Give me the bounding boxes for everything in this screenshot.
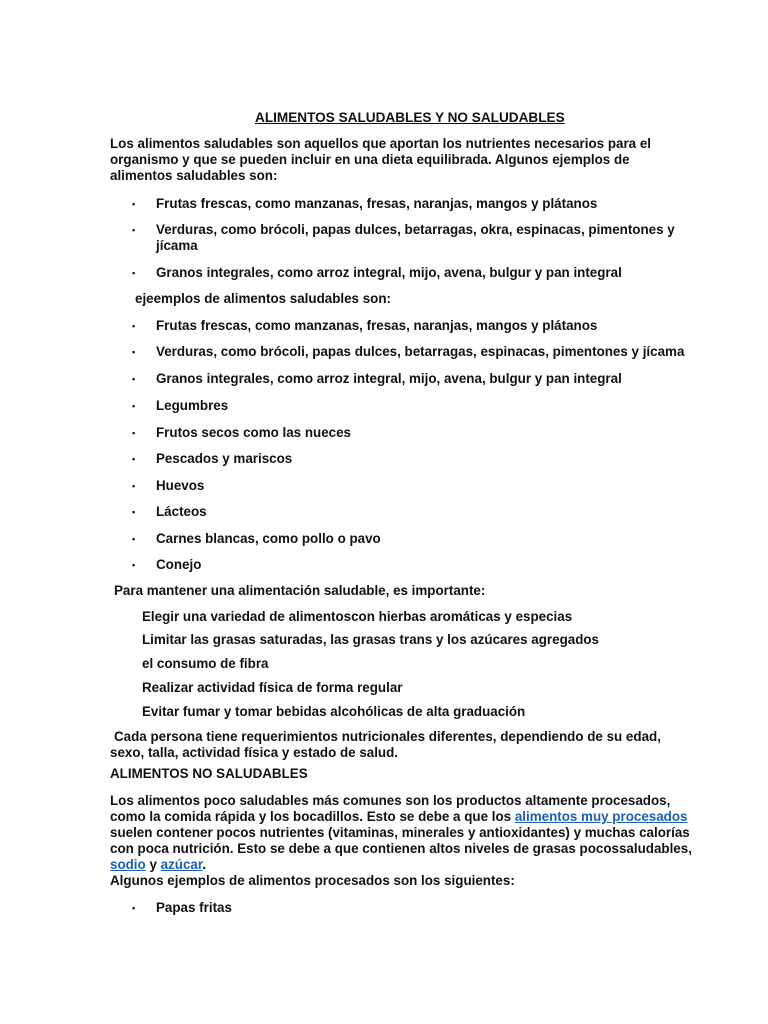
processed-text-2: suelen contener pocos nutrientes (vitaminas, minerales y antioxidantes) y muchas calorías con poca nutrición. Esto se debe a que contienen altos niveles de grasas pocossaludables,: [110, 825, 692, 856]
bullet: •: [132, 481, 136, 491]
tip-item: Limitar las grasas saturadas, las grasas trans y los azúcares agregados: [142, 632, 600, 647]
link-sodio[interactable]: sodio: [110, 857, 146, 872]
list-item: Conejo: [156, 557, 202, 572]
requirements-paragraph: Cada persona tiene requerimientos nutricionales diferentes, dependiendo de su edad, sexo, talla, actividad física y estado de salud.: [110, 729, 661, 760]
list-item: Papas fritas: [156, 900, 232, 915]
bullet: •: [132, 428, 136, 438]
list-item: Granos integrales, como arroz integral, mijo, avena, bulgur y pan integral: [156, 371, 622, 386]
bullet: •: [132, 268, 136, 278]
bullet: •: [132, 347, 136, 357]
list-item: Legumbres: [156, 398, 229, 413]
tip-item: Evitar fumar y tomar bebidas alcohólicas de alta graduación: [142, 704, 526, 719]
bullet: •: [132, 454, 136, 464]
processed-paragraph: [110, 793, 695, 873]
bullet: •: [132, 401, 136, 411]
list-item: Frutas frescas, como manzanas, fresas, naranjas, mangos y plátanos: [156, 196, 598, 211]
tip-item: el consumo de fibra: [142, 656, 269, 671]
bullet: •: [132, 507, 136, 517]
list-item: Huevos: [156, 478, 205, 493]
bullet: •: [132, 374, 136, 384]
intro-paragraph: Los alimentos saludables son aquellos que aportan los nutrientes necesarios para el organismo y que se pueden incluir en una dieta equilibrada. Algunos ejemplos de alimentos saludables son:: [110, 136, 651, 183]
list-item: Pescados y mariscos: [156, 451, 293, 466]
bullet: •: [132, 321, 136, 331]
bullet: •: [132, 225, 136, 235]
list-item: Lácteos: [156, 504, 207, 519]
tip-item: Realizar actividad física de forma regular: [142, 680, 403, 695]
bullet: •: [132, 534, 136, 544]
link-azucar[interactable]: azúcar: [160, 857, 203, 872]
list-item: Frutos secos como las nueces: [156, 425, 351, 440]
bullet: •: [132, 199, 136, 209]
bullet: •: [132, 903, 136, 913]
list-item: Frutas frescas, como manzanas, fresas, naranjas, mangos y plátanos: [156, 318, 598, 333]
no-healthy-heading: ALIMENTOS NO SALUDABLES: [110, 766, 308, 781]
period: .: [202, 857, 207, 872]
list-item: Verduras, como brócoli, papas dulces, betarragas, espinacas, pimentones y jícama: [156, 344, 685, 359]
processed-examples-heading: Algunos ejemplos de alimentos procesados son los siguientes:: [110, 873, 515, 888]
link-processed-foods[interactable]: alimentos muy procesados: [514, 809, 688, 824]
and-word: y: [149, 857, 157, 872]
examples-heading: ejeemplos de alimentos saludables son:: [135, 291, 391, 306]
processed-text-1: Los alimentos poco saludables más comunes son los productos altamente procesados, como la comida rápida y los bocadillos. Esto se debe a que los: [110, 793, 671, 824]
tip-item: Elegir una variedad de alimentoscon hierbas aromáticas y especias: [142, 609, 573, 624]
list-item: Verduras, como brócoli, papas dulces, betarragas, okra, espinacas, pimentones y jícama: [156, 222, 675, 253]
bullet: •: [132, 560, 136, 570]
list-item: Carnes blancas, como pollo o pavo: [156, 531, 381, 546]
maintain-heading: Para mantener una alimentación saludable, es importante:: [114, 583, 486, 598]
document-title: ALIMENTOS SALUDABLES Y NO SALUDABLES: [255, 110, 565, 125]
list-item: Granos integrales, como arroz integral, mijo, avena, bulgur y pan integral: [156, 265, 622, 280]
